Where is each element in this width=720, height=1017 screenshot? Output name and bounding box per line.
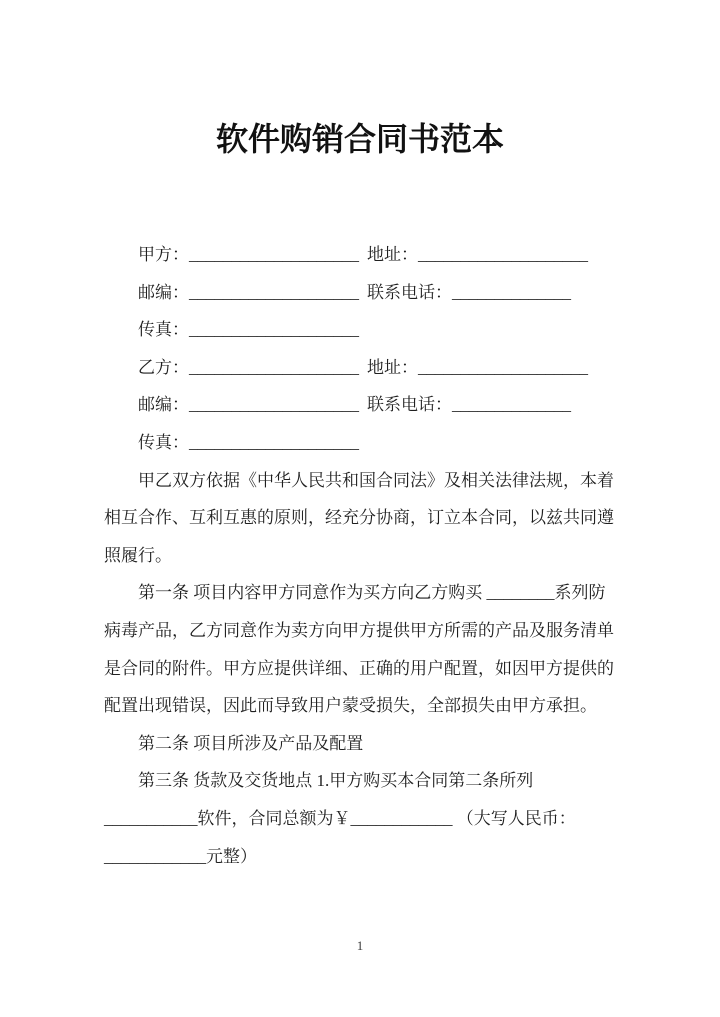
blank-party-a-phone: ______________: [452, 282, 571, 302]
label-party-b-address: 地址：: [367, 357, 418, 377]
blank-party-b-fax: ____________________: [189, 432, 359, 452]
form-row-party-a-postal: [104, 274, 616, 312]
label-party-b-postal: 邮编：: [138, 395, 189, 415]
form-cell-party-b-name: [138, 349, 367, 387]
form-cell-party-b-fax: [138, 424, 367, 462]
blank-party-a-postal: ____________________: [189, 282, 359, 302]
label-party-a-fax: 传真：: [138, 320, 189, 340]
label-party-a-address: 地址：: [367, 245, 418, 264]
blank-party-a-name: ____________________: [189, 245, 359, 264]
paragraph-article-2: 第二条 项目所涉及产品及配置: [138, 733, 364, 753]
label-party-a-postal: 邮编：: [138, 282, 189, 302]
paragraph-article-3: 第三条 货款及交货地点 1.甲方购买本合同第二条所列___________软件，合同总额为￥____________ （大写人民币：____________元整）: [104, 771, 576, 866]
blank-party-a-fax: ____________________: [189, 320, 359, 340]
document-title: 软件购销合同书范本: [215, 121, 504, 157]
blank-party-a-address: ____________________: [418, 245, 588, 264]
form-row-party-b: [104, 349, 616, 387]
label-party-b-fax: 传真：: [138, 432, 189, 452]
form-cell-party-a-fax: [138, 311, 367, 349]
label-party-b-phone: 联系电话：: [367, 395, 452, 415]
blank-party-b-phone: ______________: [452, 395, 571, 415]
paragraph-article-1: 第一条 项目内容甲方同意作为买方向乙方购买 ________系列防病毒产品，乙方同意作为卖方向甲方提供甲方所需的产品及服务清单是合同的附件。甲方应提供详细、正确的用户配置，如因甲方提供的配置出现错误，因此而导致用户蒙受损失，全部损失由甲方承担。: [104, 583, 614, 716]
document-body: [104, 236, 616, 875]
label-party-a-phone: 联系电话：: [367, 282, 452, 302]
form-row-party-a-fax: [104, 311, 616, 349]
label-party-a: 甲方：: [138, 245, 189, 264]
form-cell-party-b-postal: [138, 386, 367, 424]
blank-party-b-address: ____________________: [418, 357, 588, 377]
form-row-party-b-fax: [104, 424, 616, 462]
form-cell-party-a-name: [138, 236, 367, 274]
page-number: 1: [356, 938, 364, 953]
form-row-party-a: [104, 236, 616, 274]
paragraph-preamble: 甲乙双方依据《中华人民共和国合同法》及相关法律法规，本着相互合作、互利互惠的原则，经充分协商，订立本合同，以兹共同遵照履行。: [104, 470, 614, 565]
label-party-b: 乙方：: [138, 357, 189, 377]
blank-party-b-postal: ____________________: [189, 395, 359, 415]
blank-party-b-name: ____________________: [189, 357, 359, 377]
parties-form-block: [104, 236, 616, 462]
form-row-party-b-postal: [104, 386, 616, 424]
form-cell-party-a-postal: [138, 274, 367, 312]
